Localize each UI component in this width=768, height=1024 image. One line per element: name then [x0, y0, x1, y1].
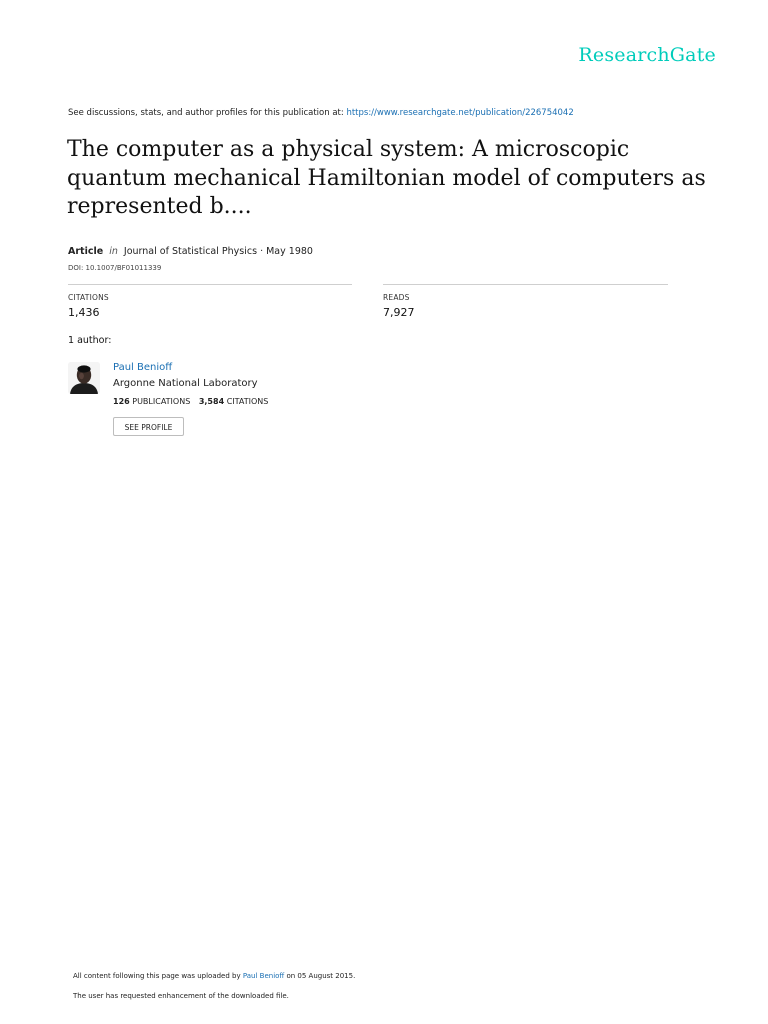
author-avatar[interactable]: [68, 362, 100, 394]
citations-label: CITATIONS: [68, 293, 109, 302]
publication-url-link[interactable]: https://www.researchgate.net/publication/226754042: [346, 108, 574, 118]
discussion-notice: [68, 108, 574, 118]
reads-label: READS: [383, 293, 410, 302]
author-citations-label: CITATIONS: [226, 397, 269, 406]
discussion-prefix: See discussions, stats, and author profiles for this publication at:: [68, 108, 347, 118]
enhancement-note: The user has requested enhancement of the downloaded file.: [73, 992, 289, 1000]
doi: DOI: 10.1007/BF01011339: [68, 264, 162, 272]
author-publications-label: PUBLICATIONS: [132, 397, 191, 406]
see-profile-button[interactable]: SEE PROFILE: [113, 417, 184, 436]
author-institution: Argonne National Laboratory: [113, 378, 258, 389]
upload-notice: [73, 972, 355, 980]
journal-info: Journal of Statistical Physics · May 1980: [123, 246, 313, 257]
researchgate-logo[interactable]: ResearchGate: [578, 44, 716, 66]
in-label: in: [109, 246, 118, 257]
reads-divider: [383, 284, 668, 285]
citations-count: 1,436: [68, 306, 100, 319]
author-stats: [113, 397, 268, 406]
authors-heading: 1 author:: [68, 335, 112, 346]
publication-title: The computer as a physical system: A microscopic quantum mechanical Hamiltonian model of computers as represented b....: [67, 137, 706, 219]
upload-prefix: All content following this page was uploaded by: [73, 972, 243, 980]
upload-suffix: on 05 August 2015.: [284, 972, 356, 980]
publication-type: Article: [68, 246, 104, 257]
publication-meta: [68, 246, 313, 257]
citations-divider: [68, 284, 352, 285]
author-photo-icon: [68, 362, 100, 394]
reads-count: 7,927: [383, 306, 415, 319]
author-name-link[interactable]: Paul Benioff: [113, 362, 173, 373]
uploader-link[interactable]: Paul Benioff: [242, 972, 285, 980]
author-publications-count: 126: [113, 397, 130, 406]
author-citations-count: 3,584: [198, 397, 225, 406]
